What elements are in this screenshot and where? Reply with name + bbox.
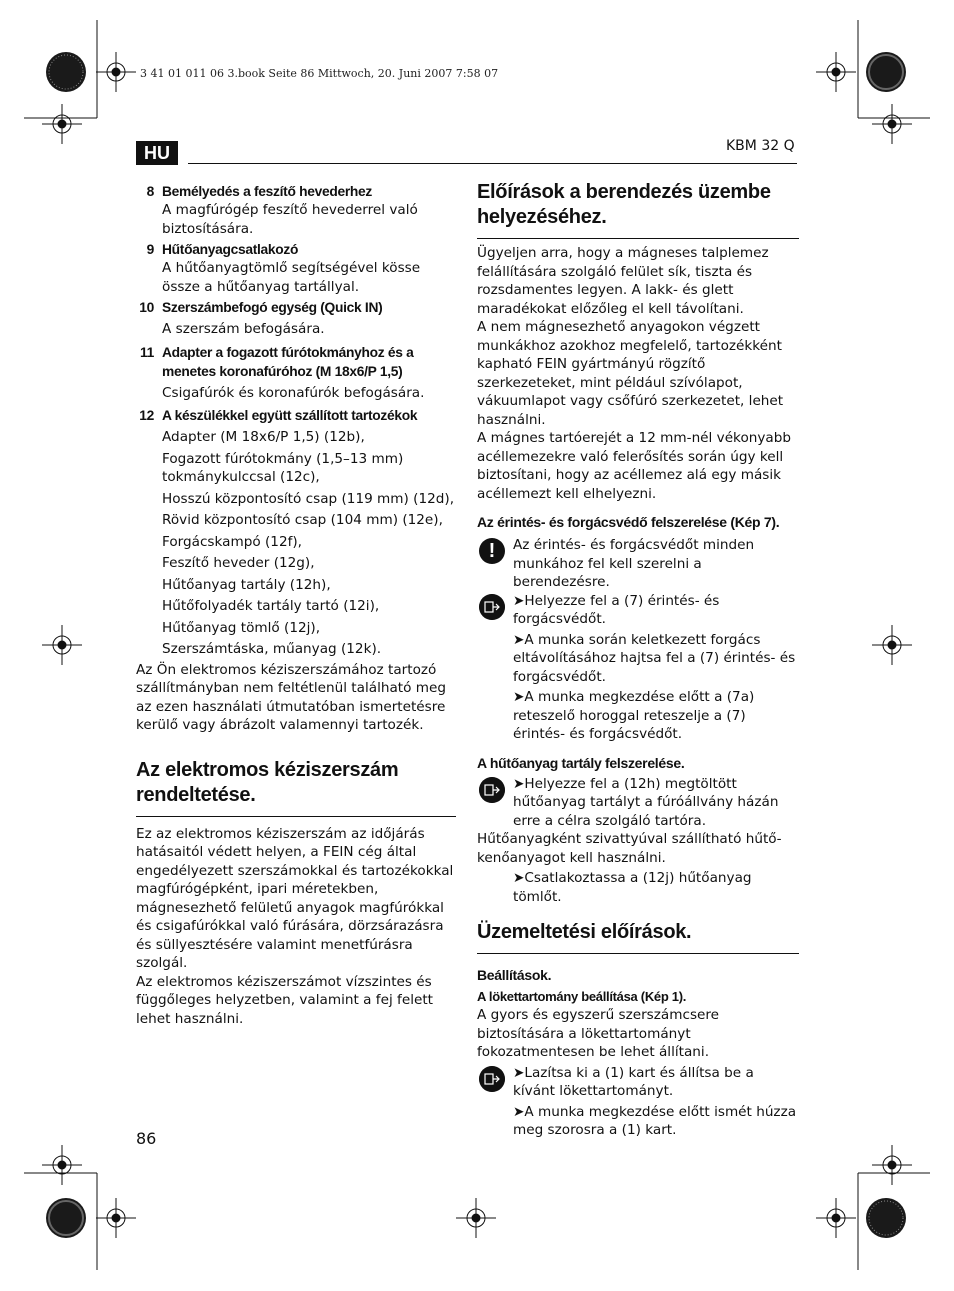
list-item — [136, 182, 458, 238]
subsection-title: Az érintés- és forgácsvédő felszerelése (Kép 7). — [477, 514, 780, 530]
item-title: A készülékkel együtt szállított tartozékok — [162, 408, 418, 423]
item-text: Rövid központosító csap (104 mm) (12e), — [162, 512, 443, 528]
item-text: Hűtőanyag tartály (12h), — [162, 576, 331, 593]
instruction-step: ➤Helyezze fel a (7) érintés- és forgácsvédőt. — [513, 592, 720, 627]
item-text: A magfúrógép feszítő hevederrel való biztosítására. — [162, 202, 418, 237]
item-title: Bemélyedés a feszítő hevederhez — [162, 184, 373, 199]
print-slug: 3 41 01 011 06 3.book Seite 86 Mittwoch, 20. Juni 2007 7:58 07 — [140, 67, 499, 80]
instruction-block — [477, 775, 799, 831]
item-title: Adapter a fogazott fúrótokmányhoz és a menetes koronafúróhoz (M 18x6/P 1,5) — [162, 344, 414, 379]
item-text: Fogazott fúrótokmány (1,5–13 mm) tokmánykulccsal (12c), — [162, 450, 404, 485]
item-number: 11 — [140, 344, 154, 360]
instruction-step: ➤Helyezze fel a (12h) megtöltött hűtőanyag tartályt a fúróállvány házán erre a célra szolgáló tartóra. — [513, 775, 779, 829]
paragraph: A mágnes tartóerejét a 12 mm-nél vékonyabb acéllemezekre való felerősítés során úgy kell biztosítani, hogy az acéllemez alá egy másik acéllemezt kell elhelyezni. — [477, 430, 792, 502]
subsection-title: A hűtőanyag tartály felszerelése. — [477, 754, 685, 771]
item-text: Hűtőanyag tömlő (12j), — [162, 619, 321, 636]
item-title: Hűtőanyagcsatlakozó — [162, 242, 299, 257]
instruction-book-icon — [479, 594, 505, 620]
warning-text: Az érintés- és forgácsvédőt minden munkához fel kell szerelni a berendezésre. — [513, 537, 755, 590]
item-text: A hűtőanyagtömlő segítségével kösse össze a hűtőanyag tartállyal. — [162, 260, 421, 295]
page-number: 86 — [136, 1129, 157, 1148]
item-number: 10 — [139, 300, 154, 315]
accessory-note: Az Ön elektromos kéziszerszámához tartozó szállítmányban nem feltétlenül található meg az ezen használati útmutatóban ismertetésre kerülő vagy ábrázolt valamennyi tartozék. — [136, 661, 446, 733]
item-text: Feszítő heveder (12g), — [162, 555, 315, 571]
section-rule — [477, 953, 799, 954]
instruction-block — [477, 592, 799, 744]
item-text: A szerszám befogására. — [162, 321, 325, 337]
section-rule — [136, 816, 456, 817]
model-label: KBM 32 Q — [726, 138, 795, 154]
subsection-title: Beállítások. — [477, 967, 552, 983]
list-item — [136, 343, 458, 403]
section-title: Üzemeltetési előírások. — [477, 921, 692, 943]
instruction-step: ➤Lazítsa ki a (1) kart és állítsa be a kívánt lökettartományt. — [513, 1064, 754, 1099]
section-paragraph: Ez az elektromos kéziszerszám az időjárás hatásaitól védett helyen, a FEIN cég által engedélyezett szerszámokkal és tartozékokkal magfúrógépként, ipari méretekben, mágnesezhető felületű anyagok magfúrókkal és csigafúrókkal való fúrására, dörzsárazásra és süllyesztésére valamint menetfúrásra szolgál. — [136, 825, 454, 971]
section-rule — [477, 238, 799, 239]
section-paragraph: Az elektromos kéziszerszámot vízszintes és függőleges helyzetben, valamint a fej felett lehet használni. — [136, 973, 434, 1027]
item-title: Szerszámbefogó egység (Quick IN) — [162, 300, 383, 315]
item-text: Forgácskampó (12f), — [162, 533, 302, 550]
paragraph: Hűtőanyagként szivattyúval szállítható hűtő-kenőanyagot kell használni. — [477, 831, 782, 866]
instruction-step: ➤A munka megkezdése előtt a (7a) reteszelő horoggal reteszelje a (7) érintés- és forgácsvédőt. — [513, 689, 755, 742]
item-number: 9 — [146, 242, 154, 257]
warning-icon: ! — [479, 538, 505, 564]
list-item — [136, 298, 458, 339]
item-text: Hosszú központosító csap (119 mm) (12d), — [162, 490, 455, 507]
right-column — [477, 180, 799, 1140]
item-text: Szerszámtáska, műanyag (12k). — [162, 641, 382, 657]
instruction-step: ➤A munka során keletkezett forgács eltávolításához hajtsa fel a (7) érintés- és forgácsvédőt. — [513, 631, 796, 685]
list-item — [136, 406, 458, 659]
paragraph: A nem mágnesezhető anyagokon végzett munkákhoz azokhoz megfelelő, tartozékként kapható FEIN gyártmányú rögzítő szerkezeteket, mint például szívólapot, vákuumlapot vagy csőfúró szerkezetet, lehet használni. — [477, 319, 784, 428]
item-text: Hűtőfolyadék tartály tartó (12i), — [162, 598, 380, 614]
warning-block — [477, 536, 799, 592]
instruction-step: ➤Csatlakoztassa a (12j) hűtőanyag tömlőt. — [513, 870, 752, 905]
instruction-book-icon — [479, 1066, 505, 1092]
list-item — [136, 240, 458, 296]
left-column — [136, 182, 458, 1028]
section-title: Előírások a berendezés üzembe helyezéséhez. — [477, 181, 771, 228]
item-text: Csigafúrók és koronafúrók befogására. — [162, 384, 425, 401]
instruction-block — [477, 1064, 799, 1140]
paragraph: Ügyeljen arra, hogy a mágneses talplemez felállítására szolgáló felület sík, tiszta és rozsdamentes legyen. A lakk- és glett maradékokat előzőleg el kell távolítani. — [477, 245, 769, 317]
subsection-heading: A lökettartomány beállítása (Kép 1). — [477, 989, 687, 1004]
section-title: Az elektromos kéziszerszám rendeltetése. — [136, 758, 399, 806]
item-text: Adapter (M 18x6/P 1,5) (12b), — [162, 429, 365, 445]
instruction-book-icon — [479, 777, 505, 803]
item-number: 8 — [146, 184, 154, 199]
header-rule — [188, 163, 797, 164]
item-number: 12 — [139, 408, 154, 423]
instruction-step: ➤A munka megkezdése előtt ismét húzza meg szorosra a (1) kart. — [513, 1103, 797, 1138]
paragraph: A gyors és egyszerű szerszámcsere biztosítására a lökettartományt fokozatmentesen be lehet állítani. — [477, 1007, 720, 1060]
language-badge: HU — [136, 141, 178, 165]
